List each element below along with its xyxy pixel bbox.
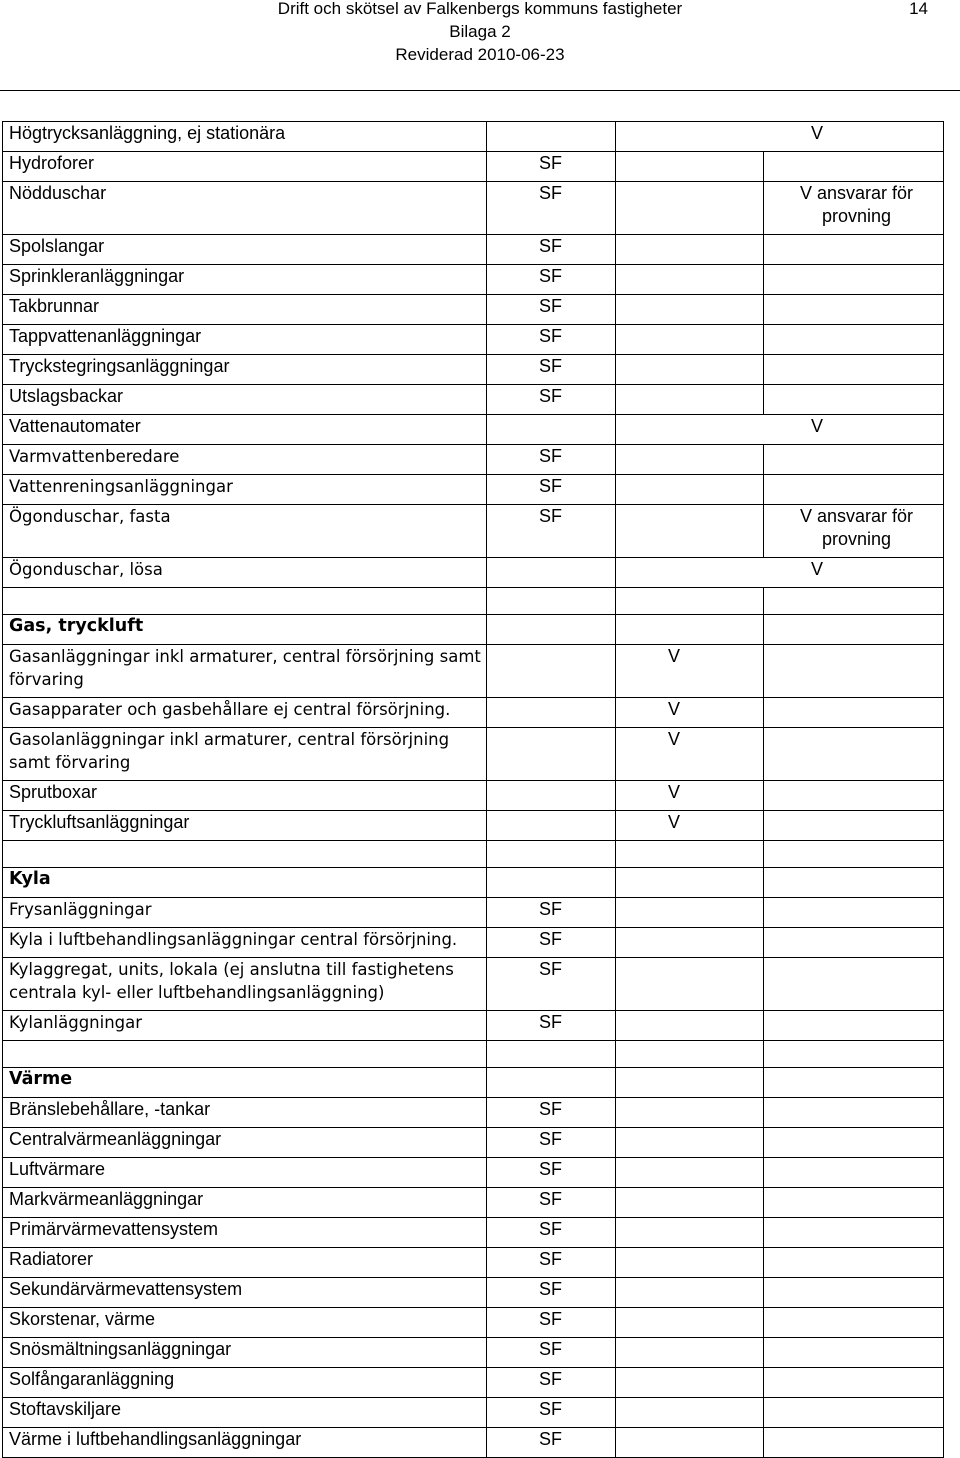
row-label: Vattenautomater <box>3 415 487 445</box>
v-mark: V <box>668 782 681 802</box>
table-row <box>3 505 944 558</box>
table-row <box>3 1308 944 1338</box>
row-label: Kylaggregat, units, lokala (ej anslutna till fastighetens centrala kyl- eller luftbehandlingsanläggning) <box>3 958 487 1011</box>
v-mark: V <box>668 812 681 832</box>
row-label: Värme i luftbehandlingsanläggningar <box>3 1428 487 1458</box>
sf-mark: SF <box>539 1012 563 1032</box>
row-label: Tryckluftsanläggningar <box>3 811 487 841</box>
document-title: Drift och skötsel av Falkenbergs kommuns fastigheter <box>277 0 683 18</box>
v-mark: V <box>811 416 824 436</box>
table-row <box>3 122 944 152</box>
sf-mark: SF <box>539 959 563 979</box>
section-heading: Kyla <box>3 868 487 898</box>
revision-date: Reviderad 2010-06-23 <box>395 45 565 64</box>
sf-mark: SF <box>539 1399 563 1419</box>
row-label: Skorstenar, värme <box>3 1308 487 1338</box>
table-row <box>3 355 944 385</box>
spacer-row <box>3 841 944 868</box>
table-row <box>3 475 944 505</box>
table-row <box>3 811 944 841</box>
table-row <box>3 385 944 415</box>
table-row <box>3 1128 944 1158</box>
table-row <box>3 445 944 475</box>
note-cell: V ansvarar för provning <box>764 505 944 558</box>
sf-mark: SF <box>539 1339 563 1359</box>
sf-mark: SF <box>539 1189 563 1209</box>
table-row <box>3 1158 944 1188</box>
table-row <box>3 645 944 698</box>
table-row <box>3 1188 944 1218</box>
sf-mark: SF <box>539 1099 563 1119</box>
row-label: Stoftavskiljare <box>3 1398 487 1428</box>
table-row <box>3 928 944 958</box>
table-row <box>3 415 944 445</box>
sf-mark: SF <box>539 296 563 316</box>
sf-mark: SF <box>539 929 563 949</box>
spacer-row <box>3 588 944 615</box>
row-label: Kylanläggningar <box>3 1011 487 1041</box>
table-row <box>3 558 944 588</box>
table-row <box>3 1248 944 1278</box>
row-label: Solfångaranläggning <box>3 1368 487 1398</box>
sf-mark: SF <box>539 386 563 406</box>
sf-mark: SF <box>539 1249 563 1269</box>
v-mark: V <box>811 123 824 143</box>
row-label: Hydroforer <box>3 152 487 182</box>
table-row <box>3 1098 944 1128</box>
responsibility-table <box>2 121 944 1458</box>
row-label: Radiatorer <box>3 1248 487 1278</box>
sf-mark: SF <box>539 1309 563 1329</box>
page-number: 14 <box>909 0 928 18</box>
row-label: Nödduschar <box>3 182 487 235</box>
row-label: Utslagsbackar <box>3 385 487 415</box>
sf-mark: SF <box>539 326 563 346</box>
row-label: Sekundärvärmevattensystem <box>3 1278 487 1308</box>
table-row <box>3 1218 944 1248</box>
table-row <box>3 698 944 728</box>
row-label: Kyla i luftbehandlingsanläggningar central försörjning. <box>3 928 487 958</box>
sf-mark: SF <box>539 183 563 203</box>
row-label: Bränslebehållare, -tankar <box>3 1098 487 1128</box>
row-label: Frysanläggningar <box>3 898 487 928</box>
table-row <box>3 295 944 325</box>
row-label: Gasanläggningar inkl armaturer, central försörjning samt förvaring <box>3 645 487 698</box>
row-label: Sprutboxar <box>3 781 487 811</box>
sf-mark: SF <box>539 1219 563 1239</box>
table-row <box>3 1368 944 1398</box>
table-row <box>3 1011 944 1041</box>
row-label: Tappvattenanläggningar <box>3 325 487 355</box>
row-label: Primärvärmevattensystem <box>3 1218 487 1248</box>
sf-mark: SF <box>539 1279 563 1299</box>
section-heading: Gas, tryckluft <box>3 615 487 645</box>
sf-mark: SF <box>539 153 563 173</box>
sf-mark: SF <box>539 266 563 286</box>
sf-mark: SF <box>539 446 563 466</box>
page-header <box>0 0 960 92</box>
sf-mark: SF <box>539 1129 563 1149</box>
row-label: Snösmältningsanläggningar <box>3 1338 487 1368</box>
table-row <box>3 1398 944 1428</box>
row-label: Gasapparater och gasbehållare ej central försörjning. <box>3 698 487 728</box>
table-row <box>3 728 944 781</box>
note-cell: V ansvarar för provning <box>764 182 944 235</box>
sf-mark: SF <box>539 356 563 376</box>
v-mark: V <box>668 699 681 719</box>
row-label: Ögonduschar, fasta <box>3 505 487 558</box>
sf-mark: SF <box>539 476 563 496</box>
v-mark: V <box>811 559 824 579</box>
table-row <box>3 1428 944 1458</box>
table-row <box>3 152 944 182</box>
table-row <box>3 1278 944 1308</box>
appendix-label: Bilaga 2 <box>449 22 511 41</box>
sf-mark: SF <box>539 1429 563 1449</box>
row-label: Vattenreningsanläggningar <box>3 475 487 505</box>
section-row-gas <box>3 615 944 645</box>
row-label: Tryckstegringsanläggningar <box>3 355 487 385</box>
row-label: Högtrycksanläggning, ej stationära <box>3 122 487 152</box>
sf-mark: SF <box>539 1369 563 1389</box>
section-row-varme <box>3 1068 944 1098</box>
row-label: Varmvattenberedare <box>3 445 487 475</box>
table-row <box>3 898 944 928</box>
row-label: Spolslangar <box>3 235 487 265</box>
table-row <box>3 235 944 265</box>
table-row <box>3 958 944 1011</box>
v-mark: V <box>668 646 681 666</box>
row-label: Gasolanläggningar inkl armaturer, central försörjning samt förvaring <box>3 728 487 781</box>
row-label: Ögonduschar, lösa <box>3 558 487 588</box>
v-mark: V <box>668 729 681 749</box>
table-row <box>3 325 944 355</box>
table-row <box>3 265 944 295</box>
sf-mark: SF <box>539 236 563 256</box>
table-row <box>3 182 944 235</box>
row-label: Sprinkleranläggningar <box>3 265 487 295</box>
row-label: Takbrunnar <box>3 295 487 325</box>
row-label: Luftvärmare <box>3 1158 487 1188</box>
table-row <box>3 781 944 811</box>
header-rule <box>0 90 960 91</box>
section-row-kyla <box>3 868 944 898</box>
row-label: Centralvärmeanläggningar <box>3 1128 487 1158</box>
row-label: Markvärmeanläggningar <box>3 1188 487 1218</box>
sf-mark: SF <box>539 899 563 919</box>
table-row <box>3 1338 944 1368</box>
spacer-row <box>3 1041 944 1068</box>
sf-mark: SF <box>539 506 563 526</box>
sf-mark: SF <box>539 1159 563 1179</box>
section-heading: Värme <box>3 1068 487 1098</box>
